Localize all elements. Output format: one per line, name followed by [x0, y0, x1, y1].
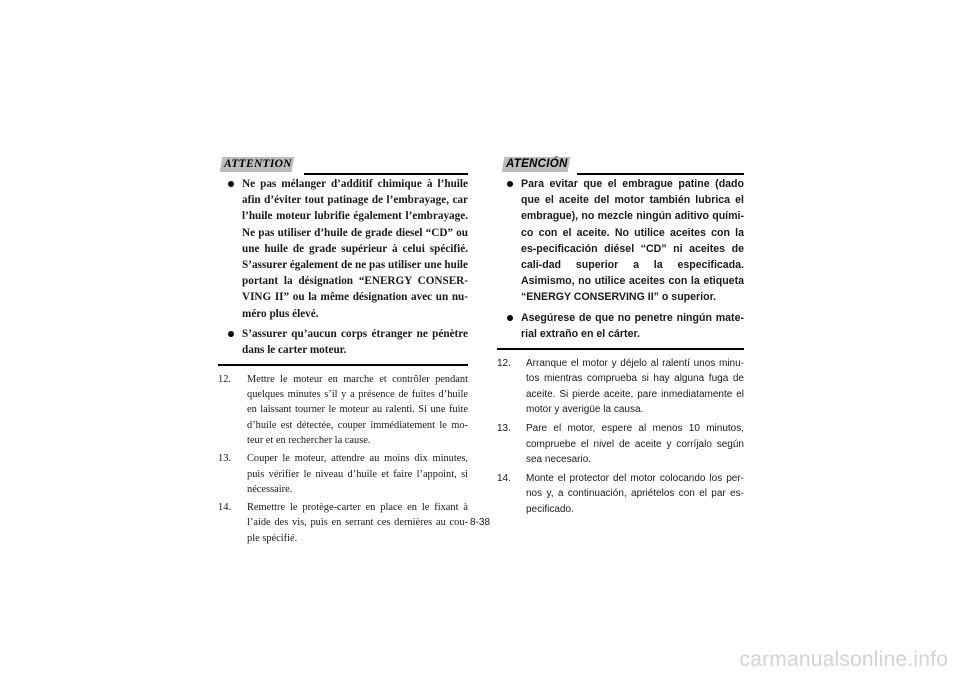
caution-bullet: S’assurer qu’aucun corps étranger ne pénètre dans le carter moteur. — [218, 326, 468, 358]
caution-bullet: Ne pas mélanger d’additif chimique à l’huile afin d’éviter tout patinage de l’embrayage, car l’huile moteur lubrifie également l’embrayage. Ne pas utiliser d’huile de grade diesel “CD” ou une huile de grade supérieur à celui spécifié. S’assurer également de ne pas utiliser une huile portant la désignation “ENERGY CONSER-VING II” ou la même désignation avec un nu-méro plus élevé. — [218, 176, 468, 322]
page-number: 8-38 — [470, 517, 491, 528]
watermark-text: carmanualsonline.info — [739, 648, 948, 671]
caution-label-es: ATENCIÓN — [502, 157, 571, 172]
caution-bullets-es — [497, 176, 744, 342]
caution-bullet: Asegúrese de que no penetre ningún mate-rial extraño en el cárter. — [497, 310, 744, 342]
steps-es — [497, 356, 744, 518]
spanish-column — [497, 157, 744, 520]
french-column — [218, 157, 468, 549]
caution-header-es — [497, 157, 744, 174]
caution-bullets-fr — [218, 176, 468, 358]
bullet-dot-icon — [228, 181, 234, 187]
caution-header-fr — [218, 157, 468, 174]
bullet-dot-icon — [228, 331, 234, 337]
caution-label-fr: ATTENTION — [220, 157, 295, 172]
caution-end-rule-fr — [218, 364, 468, 366]
step-item: 12. Mettre le moteur en marche et contrôler pendant quelques minutes s’il y a présence de fuites d’huile en laissant tourner le moteur au ralenti. Si une fuite d’huile est détectée, couper immédiatement le mo-teur et en rechercher la cause. — [218, 373, 468, 446]
step-item: 14. Monte el protector del motor colocando los per-nos y, a continuación, apriételos con el par es-pecificado. — [497, 472, 744, 515]
bullet-dot-icon — [507, 315, 513, 321]
caution-end-rule-es — [497, 348, 744, 350]
steps-fr — [218, 372, 468, 546]
bullet-dot-icon — [507, 181, 513, 187]
caution-rule-fr — [304, 173, 468, 175]
step-item: 13. Pare el motor, espere al menos 10 minutos, compruebe el nivel de aceite y corríjalo según sea necesario. — [497, 422, 744, 466]
caution-rule-es — [577, 173, 744, 175]
caution-bullet: Para evitar que el embrague patine (dado que el aceite del motor también lubrica el embrague), no mezcle ningún aditivo quími-co con el aceite. No utilice aceites con la es-pecificación diésel “CD” ni aceites de cali-dad superior a la especificada. Asimismo, no utilice aceites con la etiqueta “ENERGY CONSERVING II” o superior. — [497, 176, 744, 306]
step-item: 14. Remettre le protège-carter en place en le fixant à l’aide des vis, puis en serrant ces dernières au cou-ple spécifié. — [218, 502, 468, 544]
step-item: 12. Arranque el motor y déjelo al ralentí unos minu-tos mientras comprueba si hay alguna fuga de aceite. Si pierde aceite, pare inmediatamente el motor y averigüe la causa. — [497, 357, 744, 416]
step-item: 13. Couper le moteur, attendre au moins dix minutes, puis vérifier le niveau d’huile et faire l’appoint, si nécessaire. — [218, 453, 468, 495]
